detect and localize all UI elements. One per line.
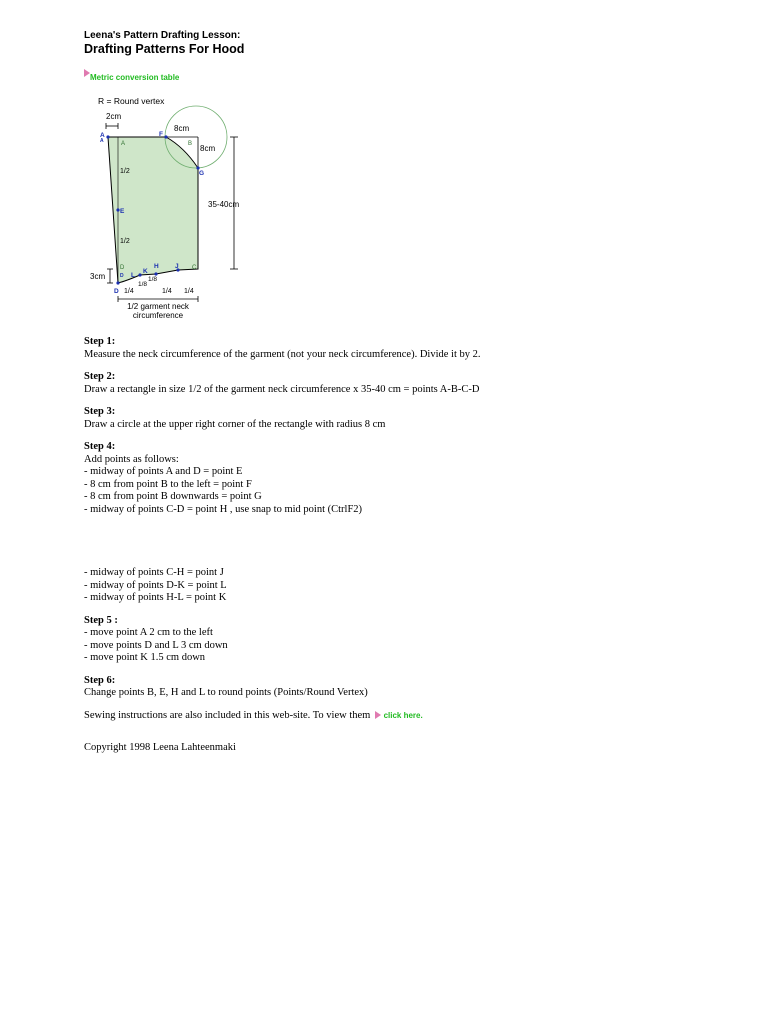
point-label-c: C — [192, 265, 197, 271]
dimension-3cm: 3cm — [90, 272, 106, 281]
point-label-k: K — [143, 268, 148, 275]
caption-line2: circumference — [132, 311, 184, 320]
step-line: - move point A 2 cm to the left — [84, 627, 213, 638]
step-line: Change points B, E, H and L to round points (Points/Round Vertex) — [84, 687, 368, 698]
point-label-d-small: D — [120, 273, 124, 279]
dimension-8cm-side: 8cm — [200, 144, 216, 153]
point-label-a-inner: A — [121, 141, 126, 147]
step-title: Step 3: — [84, 406, 116, 417]
sewing-instructions — [84, 710, 724, 723]
page — [84, 30, 724, 753]
step-line: - midway of points H-L = point K — [84, 592, 227, 603]
step-line: Measure the neck circumference of the garment (not your neck circumference). Divide it by 2. — [84, 348, 481, 360]
instructions — [84, 336, 724, 755]
dimension-height: 35-40cm — [208, 200, 240, 209]
step-line: Add points as follows: — [84, 453, 179, 465]
step-line: Draw a rectangle in size 1/2 of the garment neck circumference x 35-40 cm = points A-B-C-D — [84, 383, 480, 395]
step-line: - midway of points C-D = point H , use snap to mid point (CtrlF2) — [84, 503, 363, 515]
sewing-text: Sewing instructions are also included in this web-site. To view them — [84, 709, 371, 721]
step-line: - move point K 1.5 cm down — [84, 652, 206, 663]
step-title: Step 2: — [84, 371, 116, 382]
point-k — [138, 273, 141, 276]
step-4 — [84, 441, 724, 605]
point-label-d: D — [114, 288, 119, 295]
sewing-click-here-link[interactable]: click here. — [383, 710, 423, 720]
step-title: Step 1: — [84, 336, 116, 347]
step-3 — [84, 406, 724, 431]
metric-conversion-link[interactable]: Metric conversion table — [90, 73, 180, 82]
label-quarter-2: 1/4 — [162, 288, 172, 295]
lesson-supertitle: Leena's Pattern Drafting Lesson: — [84, 30, 241, 41]
point-label-b: B — [188, 141, 193, 147]
step-title: Step 4: — [84, 441, 116, 452]
step-title: Step 5 : — [84, 614, 118, 626]
hood-pattern-diagram — [84, 93, 254, 323]
point-a — [106, 135, 109, 138]
point-label-a-small: A — [100, 138, 104, 144]
metric-conversion-link-row[interactable] — [84, 69, 724, 83]
label-quarter-3: 1/4 — [184, 288, 194, 295]
point-label-d-inner: D — [120, 265, 125, 271]
step-line: - midway of points C-H = point J — [84, 567, 224, 578]
caption-line1: 1/2 garment neck — [127, 302, 189, 311]
step-line: - midway of points D-K = point L — [84, 579, 227, 591]
label-quarter-1: 1/4 — [124, 288, 134, 295]
diagram-legend: R = Round vertex — [98, 96, 165, 106]
dimension-2cm: 2cm — [106, 112, 122, 121]
label-eighth-1: 1/8 — [138, 281, 148, 288]
step-line: - midway of points A and D = point E — [84, 466, 243, 477]
step-1 — [84, 336, 724, 361]
step-line: Draw a circle at the upper right corner of the rectangle with radius 8 cm — [84, 418, 386, 430]
point-label-e: E — [120, 208, 125, 215]
step-line: - 8 cm from point B to the left = point F — [84, 478, 252, 490]
point-h — [154, 272, 157, 275]
step-title: Step 6: — [84, 674, 116, 686]
point-f — [164, 135, 167, 138]
point-label-j: J — [175, 263, 179, 270]
point-label-f: F — [159, 131, 163, 138]
dimension-8cm-top: 8cm — [174, 124, 190, 133]
arrow-icon — [375, 711, 381, 719]
step-line: - move points D and L 3 cm down — [84, 639, 228, 651]
page-title: Drafting Patterns For Hood — [84, 42, 245, 56]
copyright: Copyright 1998 Leena Lahteenmaki — [84, 742, 236, 753]
label-half-upper: 1/2 — [120, 168, 130, 175]
step-5 — [84, 615, 724, 665]
step-6 — [84, 675, 724, 700]
label-eighth-2: 1/8 — [148, 276, 158, 283]
point-label-a: A — [100, 132, 105, 139]
step-line: - 8 cm from point B downwards = point G — [84, 491, 262, 502]
label-half-lower: 1/2 — [120, 238, 130, 245]
step-2 — [84, 371, 724, 396]
point-d — [116, 281, 119, 284]
point-label-l: L — [131, 272, 135, 279]
point-label-g: G — [199, 170, 205, 177]
point-label-h: H — [154, 263, 159, 270]
